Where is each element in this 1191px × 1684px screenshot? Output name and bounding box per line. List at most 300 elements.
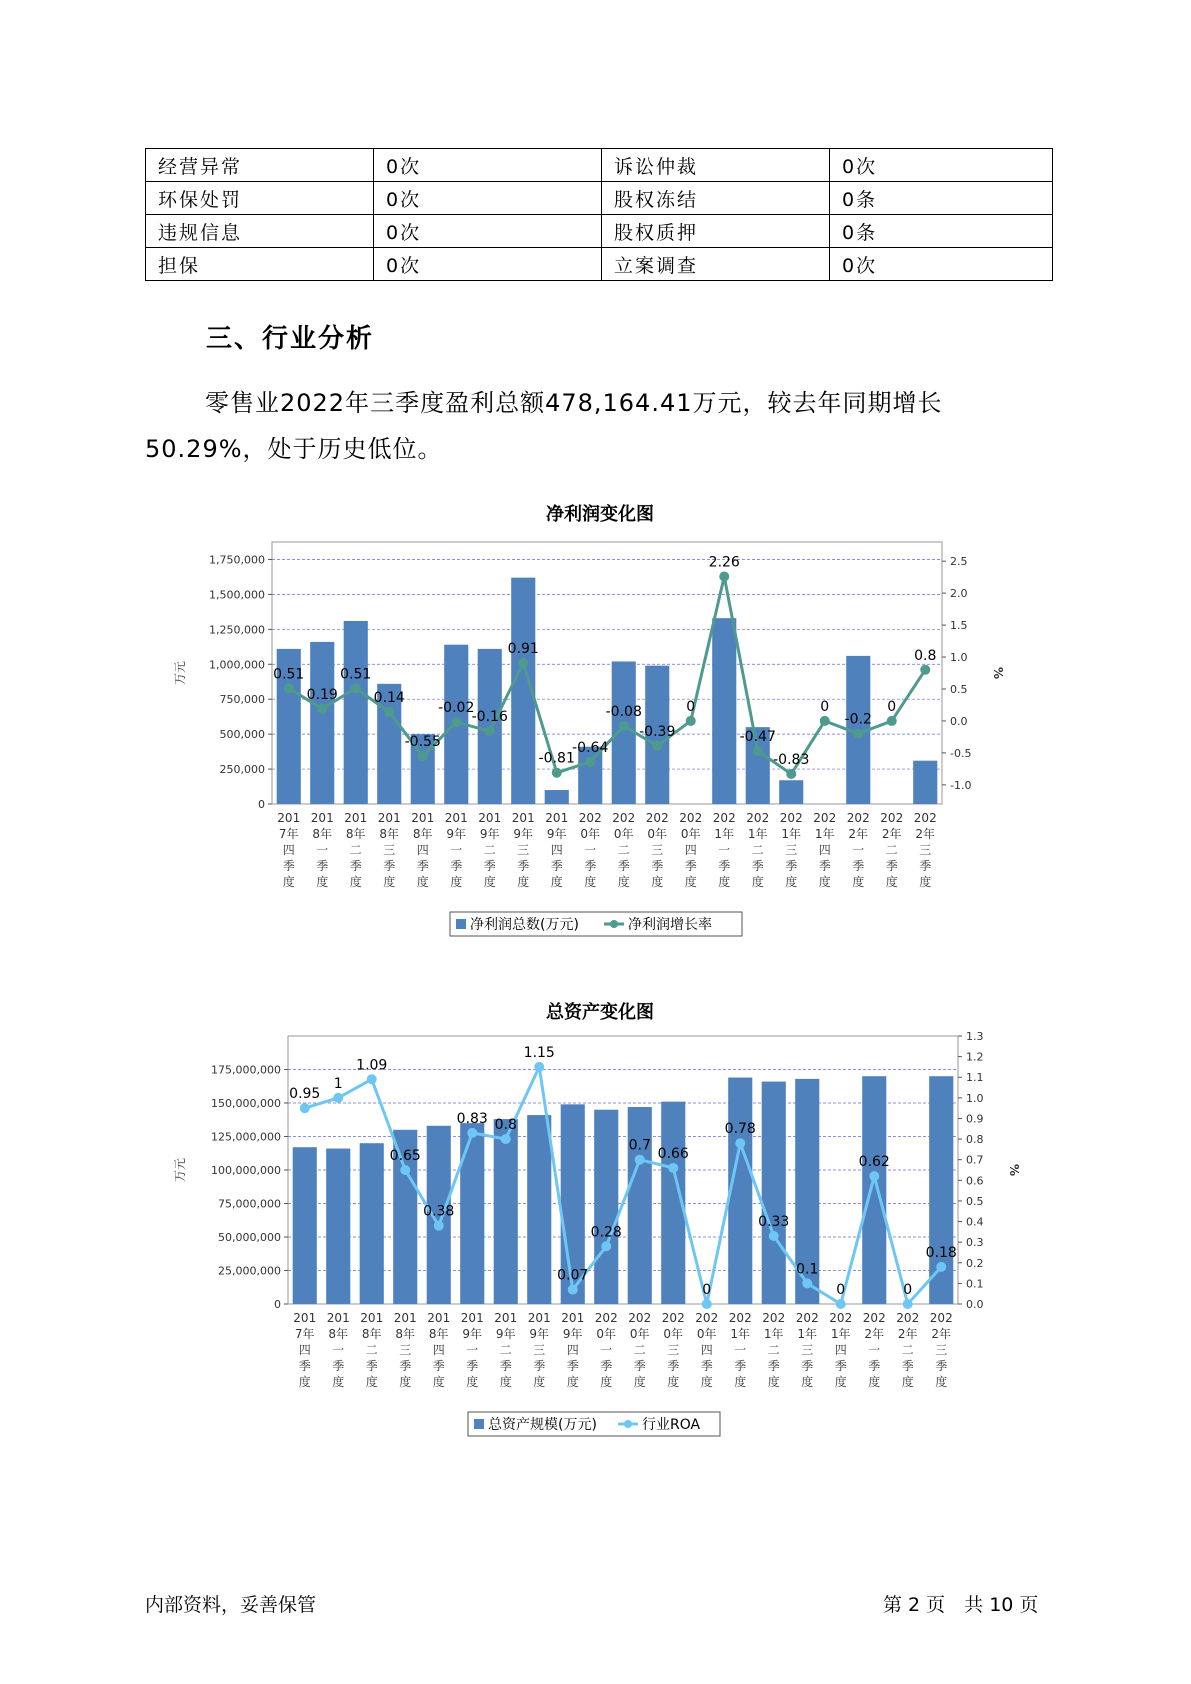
x-tick-label: 度 (718, 875, 731, 889)
data-label: 0.66 (657, 1145, 689, 1162)
legend-line-marker (624, 1420, 632, 1428)
x-tick-label: 一 (584, 843, 597, 857)
x-tick-label: 季 (785, 859, 798, 873)
data-label: -0.47 (739, 728, 776, 745)
x-tick-label: 201 (326, 1311, 350, 1325)
x-tick-label: 季 (332, 1359, 345, 1373)
y2-tick-label: 0.6 (966, 1174, 984, 1188)
industry-summary-paragraph: 零售业2022年三季度盈利总额478,164.41万元，较去年同期增长50.29%，处于历史低位。 (145, 389, 943, 463)
x-tick-label: 季 (868, 1359, 881, 1373)
x-tick-label: 季 (901, 1359, 914, 1373)
data-label: 0.83 (456, 1110, 488, 1127)
x-tick-label: 0年 (663, 1327, 684, 1341)
y2-tick-label: 0.8 (966, 1133, 984, 1147)
bar (913, 761, 937, 804)
line-point (635, 1155, 645, 1165)
line-point (719, 572, 729, 582)
risk-table-cell: 0次 (374, 149, 602, 182)
y2-tick-label: 1.3 (966, 1030, 984, 1043)
x-tick-label: 度 (383, 875, 396, 889)
data-label: -0.02 (438, 700, 475, 717)
line-point (585, 757, 595, 767)
x-tick-label: 8年 (312, 827, 333, 841)
data-label: 0 (903, 1282, 913, 1298)
y2-tick-label: 2.0 (950, 587, 968, 601)
data-label: -0.08 (605, 704, 642, 721)
data-label: -0.64 (572, 739, 609, 756)
x-tick-label: 202 (594, 1311, 618, 1325)
y-tick-label: 175,000,000 (211, 1063, 281, 1077)
x-tick-label: 三 (785, 843, 798, 857)
y-tick-label: 1,000,000 (209, 658, 265, 672)
legend-bar-swatch (456, 919, 466, 929)
x-tick-label: 202 (846, 811, 870, 825)
x-tick-label: 度 (935, 1375, 948, 1389)
x-tick-label: 季 (885, 859, 898, 873)
x-tick-label: 二 (499, 1343, 512, 1357)
y2-tick-label: 0.5 (950, 682, 968, 696)
x-tick-label: 8年 (379, 827, 400, 841)
line-point (552, 768, 562, 778)
x-tick-label: 201 (411, 811, 435, 825)
plot-frame (272, 542, 942, 804)
x-tick-label: 度 (466, 1375, 479, 1389)
x-tick-label: 1年 (730, 1327, 751, 1341)
x-tick-label: 201 (460, 1311, 484, 1325)
x-tick-label: 度 (298, 1375, 311, 1389)
x-tick-label: 季 (617, 859, 630, 873)
x-tick-label: 度 (751, 875, 764, 889)
x-tick-label: 季 (533, 1359, 546, 1373)
x-tick-label: 0年 (696, 1327, 717, 1341)
x-tick-label: 季 (818, 859, 831, 873)
bar (628, 1107, 652, 1304)
y2-tick-label: 1.5 (950, 619, 968, 633)
y-axis-label: 万元 (173, 660, 187, 686)
x-tick-label: 9年 (446, 827, 467, 841)
legend-bar-label: 总资产规模(万元) (488, 1417, 597, 1433)
data-label: -0.39 (639, 723, 676, 740)
x-tick-label: 一 (718, 843, 731, 857)
x-tick-label: 四 (550, 843, 563, 857)
data-label: 0.51 (273, 666, 305, 683)
x-tick-label: 季 (483, 859, 496, 873)
x-tick-label: 二 (901, 1343, 914, 1357)
x-tick-label: 7年 (278, 827, 299, 841)
x-tick-label: 8年 (345, 827, 366, 841)
x-tick-label: 202 (779, 811, 803, 825)
data-label: 0.18 (925, 1244, 957, 1261)
y2-tick-label: 0.2 (966, 1256, 984, 1270)
x-tick-label: 度 (600, 1375, 613, 1389)
x-tick-label: 202 (612, 811, 636, 825)
data-label: 0 (887, 698, 897, 715)
x-tick-label: 季 (383, 859, 396, 873)
line-point (451, 717, 461, 727)
data-label: 1.15 (523, 1044, 555, 1061)
x-tick-label: 度 (818, 875, 831, 889)
line-point (702, 1299, 712, 1309)
x-tick-label: 202 (746, 811, 770, 825)
x-tick-label: 度 (550, 875, 563, 889)
legend-bar-swatch (474, 1419, 484, 1429)
line-point (853, 729, 863, 739)
x-tick-label: 201 (511, 811, 535, 825)
x-tick-label: 一 (734, 1343, 747, 1357)
data-label: 0.7 (628, 1137, 651, 1154)
risk-table-cell: 0条 (830, 215, 1053, 248)
x-tick-label: 201 (545, 811, 569, 825)
x-tick-label: 三 (383, 843, 396, 857)
x-tick-label: 202 (929, 1311, 953, 1325)
bar (545, 790, 569, 804)
x-tick-label: 度 (316, 875, 329, 889)
x-tick-label: 0年 (613, 827, 634, 841)
x-tick-label: 9年 (479, 827, 500, 841)
x-tick-label: 度 (700, 1375, 713, 1389)
x-tick-label: 度 (617, 875, 630, 889)
x-tick-label: 度 (399, 1375, 412, 1389)
x-tick-label: 2年 (915, 827, 936, 841)
data-label: 0.78 (724, 1121, 756, 1138)
x-tick-label: 202 (880, 811, 904, 825)
line-point (786, 769, 796, 779)
line-point (534, 1062, 544, 1072)
x-tick-label: 1年 (714, 827, 735, 841)
x-tick-label: 201 (561, 1311, 585, 1325)
y2-tick-label: 1.1 (966, 1071, 984, 1085)
x-tick-label: 度 (901, 1375, 914, 1389)
line-point (418, 751, 428, 761)
risk-table-cell: 环保处罚 (146, 182, 374, 215)
x-tick-label: 201 (310, 811, 334, 825)
data-label: 0.91 (507, 640, 539, 657)
risk-table-cell: 立案调查 (602, 248, 830, 281)
bar (594, 1110, 618, 1304)
x-tick-label: 度 (834, 1375, 847, 1389)
x-tick-label: 季 (365, 1359, 378, 1373)
x-tick-label: 季 (517, 859, 530, 873)
x-tick-label: 度 (517, 875, 530, 889)
x-tick-label: 9年 (495, 1327, 516, 1341)
x-tick-label: 季 (298, 1359, 311, 1373)
x-tick-label: 度 (584, 875, 597, 889)
legend-line-marker (610, 920, 618, 928)
risk-table-cell: 股权质押 (602, 215, 830, 248)
x-tick-label: 1年 (814, 827, 835, 841)
y-tick-label: 500,000 (219, 728, 265, 742)
line-point (668, 1163, 678, 1173)
x-tick-label: 202 (795, 1311, 819, 1325)
line-point (820, 716, 830, 726)
line-point (836, 1299, 846, 1309)
x-tick-label: 9年 (513, 827, 534, 841)
line-point (735, 1138, 745, 1148)
line-point (351, 683, 361, 693)
y-tick-label: 75,000,000 (218, 1197, 281, 1211)
y2-tick-label: 2.5 (950, 555, 968, 569)
y2-tick-label: 0.9 (966, 1112, 984, 1126)
line-point (769, 1231, 779, 1241)
line-point (920, 665, 930, 675)
line-point (686, 716, 696, 726)
x-tick-label: 度 (801, 1375, 814, 1389)
data-label: 0.62 (858, 1154, 890, 1171)
x-tick-label: 202 (896, 1311, 920, 1325)
x-tick-label: 二 (633, 1343, 646, 1357)
line-point (384, 707, 394, 717)
y2-tick-label: 0.1 (966, 1277, 984, 1291)
x-tick-label: 201 (478, 811, 502, 825)
x-tick-label: 季 (349, 859, 362, 873)
bar (310, 642, 334, 804)
x-tick-label: 季 (499, 1359, 512, 1373)
y-tick-label: 150,000,000 (211, 1097, 281, 1110)
x-tick-label: 三 (935, 1343, 948, 1357)
x-tick-label: 季 (684, 859, 697, 873)
line-point (434, 1221, 444, 1231)
bar (460, 1123, 484, 1304)
x-tick-label: 三 (399, 1343, 412, 1357)
x-tick-label: 季 (450, 859, 463, 873)
line-point (753, 746, 763, 756)
data-label: -0.55 (404, 734, 441, 751)
x-tick-label: 季 (566, 1359, 579, 1373)
x-tick-label: 季 (651, 859, 664, 873)
x-tick-label: 1年 (747, 827, 768, 841)
net-profit-chart (170, 530, 1030, 950)
legend-bar-label: 净利润总数(万元) (470, 917, 579, 933)
x-tick-label: 季 (667, 1359, 680, 1373)
x-tick-label: 9年 (546, 827, 567, 841)
x-tick-label: 度 (667, 1375, 680, 1389)
bar (779, 780, 803, 804)
risk-table-cell: 0次 (374, 182, 602, 215)
x-tick-label: 202 (829, 1311, 853, 1325)
y2-tick-label: -1.0 (950, 778, 972, 792)
bar (762, 1082, 786, 1304)
risk-table-row (146, 215, 1053, 248)
x-tick-label: 度 (633, 1375, 646, 1389)
bar (344, 621, 368, 804)
x-tick-label: 201 (277, 811, 301, 825)
data-label: 0.28 (590, 1224, 622, 1241)
x-tick-label: 202 (628, 1311, 652, 1325)
x-tick-label: 202 (813, 811, 837, 825)
x-tick-label: 季 (550, 859, 563, 873)
x-tick-label: 二 (617, 843, 630, 857)
data-label: 0.95 (289, 1086, 321, 1103)
x-tick-label: 度 (499, 1375, 512, 1389)
risk-table-row (146, 248, 1053, 281)
footer-page-number: 第 2 页 共 10 页 (883, 1594, 1039, 1616)
x-tick-label: 度 (767, 1375, 780, 1389)
risk-table-cell: 0次 (830, 248, 1053, 281)
y2-axis-label: % (1007, 1163, 1021, 1177)
x-tick-label: 度 (416, 875, 429, 889)
x-tick-label: 一 (852, 843, 865, 857)
y2-tick-label: 0.0 (966, 1298, 984, 1311)
x-tick-label: 201 (494, 1311, 518, 1325)
x-tick-label: 1年 (763, 1327, 784, 1341)
data-label: 1 (333, 1075, 343, 1092)
data-label: 0.14 (373, 689, 405, 706)
bar (494, 1119, 518, 1304)
risk-table-cell: 经营异常 (146, 149, 374, 182)
data-label: 1.09 (356, 1057, 388, 1074)
x-tick-label: 0年 (680, 827, 701, 841)
x-tick-label: 201 (527, 1311, 551, 1325)
x-tick-label: 一 (316, 843, 329, 857)
line-point (333, 1093, 343, 1103)
x-tick-label: 三 (533, 1343, 546, 1357)
risk-table-row (146, 149, 1053, 182)
y-axis-label: 万元 (173, 1157, 187, 1183)
footer-confidential: 内部资料，妥善保管 (145, 1594, 317, 1616)
x-tick-label: 0年 (629, 1327, 650, 1341)
x-tick-label: 1年 (781, 827, 802, 841)
y-tick-label: 0 (258, 798, 265, 811)
bar (293, 1147, 317, 1304)
x-tick-label: 一 (450, 843, 463, 857)
x-tick-label: 度 (332, 1375, 345, 1389)
data-label: -0.16 (471, 709, 508, 726)
risk-table-row (146, 182, 1053, 215)
chart1-title: 净利润变化图 (546, 504, 654, 525)
legend-line-label: 净利润增长率 (628, 917, 712, 933)
x-tick-label: 1年 (830, 1327, 851, 1341)
x-tick-label: 季 (734, 1359, 747, 1373)
line-point (903, 1299, 913, 1309)
x-tick-label: 季 (432, 1359, 445, 1373)
line-point (485, 726, 495, 736)
x-tick-label: 2年 (897, 1327, 918, 1341)
x-tick-label: 度 (349, 875, 362, 889)
y2-tick-label: -0.5 (950, 746, 972, 760)
x-tick-label: 9年 (562, 1327, 583, 1341)
x-tick-label: 8年 (361, 1327, 382, 1341)
bar (712, 618, 736, 804)
line-point (802, 1278, 812, 1288)
line-point (887, 716, 897, 726)
x-tick-label: 三 (919, 843, 932, 857)
x-tick-label: 度 (533, 1375, 546, 1389)
x-tick-label: 季 (584, 859, 597, 873)
y2-tick-label: 0.3 (966, 1236, 984, 1250)
x-tick-label: 度 (868, 1375, 881, 1389)
y2-tick-label: 0.5 (966, 1194, 984, 1208)
x-tick-label: 0年 (647, 827, 668, 841)
data-label: -0.83 (773, 751, 810, 768)
y2-tick-label: 1.0 (950, 651, 968, 665)
x-tick-label: 四 (298, 1343, 311, 1357)
x-tick-label: 201 (444, 811, 468, 825)
risk-table-cell: 违规信息 (146, 215, 374, 248)
risk-info-table (145, 148, 1053, 281)
y-tick-label: 1,500,000 (209, 588, 265, 602)
y-tick-label: 250,000 (219, 763, 265, 777)
x-tick-label: 季 (834, 1359, 847, 1373)
y-tick-label: 125,000,000 (211, 1130, 281, 1144)
data-label: 0 (702, 1282, 712, 1298)
x-tick-label: 7年 (294, 1327, 315, 1341)
x-tick-label: 季 (751, 859, 764, 873)
line-point (501, 1134, 511, 1144)
data-label: 0.8 (494, 1117, 517, 1134)
section-title: 三、行业分析 (206, 324, 375, 354)
x-tick-label: 202 (762, 1311, 786, 1325)
data-label: 0 (836, 1282, 846, 1298)
y2-tick-label: 0.4 (966, 1215, 984, 1229)
risk-table-cell: 担保 (146, 248, 374, 281)
bar (527, 1115, 551, 1304)
y-tick-label: 1,750,000 (209, 553, 265, 567)
x-tick-label: 四 (834, 1343, 847, 1357)
data-label: 0.07 (557, 1267, 589, 1284)
x-tick-label: 8年 (328, 1327, 349, 1341)
x-tick-label: 201 (393, 1311, 417, 1325)
x-tick-label: 季 (416, 859, 429, 873)
x-tick-label: 2年 (881, 827, 902, 841)
data-label: 0 (820, 698, 830, 715)
y-tick-label: 1,250,000 (209, 623, 265, 637)
x-tick-label: 202 (913, 811, 937, 825)
x-tick-label: 度 (734, 1375, 747, 1389)
x-tick-label: 1年 (797, 1327, 818, 1341)
x-tick-label: 季 (700, 1359, 713, 1373)
x-tick-label: 度 (483, 875, 496, 889)
x-tick-label: 202 (578, 811, 602, 825)
x-tick-label: 202 (712, 811, 736, 825)
x-tick-label: 季 (282, 859, 295, 873)
x-tick-label: 四 (684, 843, 697, 857)
y-tick-label: 50,000,000 (218, 1231, 281, 1244)
data-label: 2.26 (708, 554, 740, 571)
y2-tick-label: 1.2 (966, 1050, 984, 1064)
line-point (300, 1103, 310, 1113)
x-tick-label: 0年 (596, 1327, 617, 1341)
x-tick-label: 四 (432, 1343, 445, 1357)
line-point (400, 1165, 410, 1175)
data-label: 0.19 (306, 686, 338, 703)
x-tick-label: 季 (399, 1359, 412, 1373)
x-tick-label: 季 (718, 859, 731, 873)
x-tick-label: 201 (344, 811, 368, 825)
x-tick-label: 季 (919, 859, 932, 873)
x-tick-label: 四 (700, 1343, 713, 1357)
x-tick-label: 9年 (462, 1327, 483, 1341)
risk-table-cell: 0条 (830, 182, 1053, 215)
line-point (619, 721, 629, 731)
bar (326, 1149, 350, 1304)
line-point (367, 1074, 377, 1084)
bar (360, 1143, 384, 1304)
x-tick-label: 201 (377, 811, 401, 825)
x-tick-label: 四 (282, 843, 295, 857)
line-point (317, 704, 327, 714)
x-tick-label: 度 (566, 1375, 579, 1389)
line-point (518, 658, 528, 668)
risk-table-cell: 0次 (830, 149, 1053, 182)
x-tick-label: 8年 (395, 1327, 416, 1341)
x-tick-label: 度 (684, 875, 697, 889)
x-tick-label: 202 (695, 1311, 719, 1325)
x-tick-label: 季 (852, 859, 865, 873)
x-tick-label: 度 (885, 875, 898, 889)
x-tick-label: 二 (483, 843, 496, 857)
x-tick-label: 季 (633, 1359, 646, 1373)
y-tick-label: 100,000,000 (211, 1164, 281, 1177)
